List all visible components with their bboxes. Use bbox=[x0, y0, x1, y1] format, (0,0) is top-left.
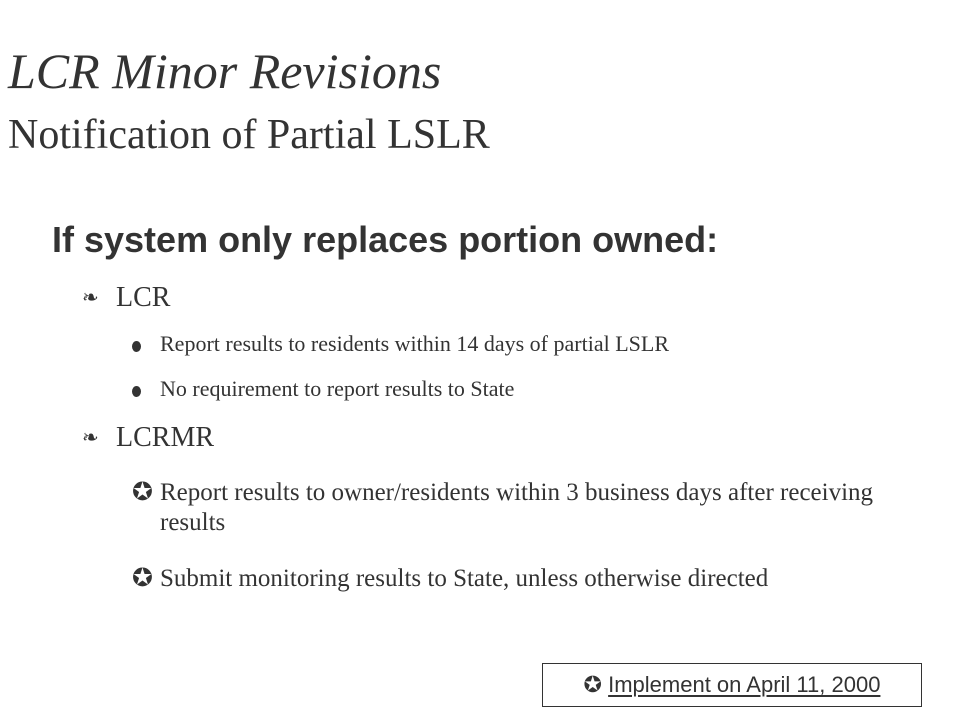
sub-bullet-text: Report results to owner/residents within 3 business days after receiving results bbox=[160, 479, 874, 536]
fleuron-bullet-icon: ❧ bbox=[82, 287, 99, 309]
dot-bullet-icon bbox=[132, 341, 141, 352]
sub-bullet-text: No requirement to report results to State bbox=[160, 376, 515, 401]
implementation-date-callout bbox=[542, 663, 922, 707]
bullet-lcr bbox=[82, 284, 170, 312]
slide-title: LCR Minor Revisions bbox=[8, 43, 442, 99]
sub-bullet-lcr-2 bbox=[132, 378, 514, 400]
bullet-lcrmr-label: LCRMR bbox=[116, 422, 215, 453]
star-bullet-icon: ✪ bbox=[132, 479, 153, 506]
slide-subtitle: Notification of Partial LSLR bbox=[8, 112, 490, 158]
section-heading: If system only replaces portion owned: bbox=[52, 219, 719, 260]
callout-text: Implement on April 11, 2000 bbox=[608, 672, 881, 697]
sub-bullet-lcr-1 bbox=[132, 333, 669, 355]
sub-bullet-text: Submit monitoring results to State, unless otherwise directed bbox=[160, 565, 769, 592]
sub-bullet-lcrmr-2 bbox=[132, 564, 920, 594]
bullet-lcrmr bbox=[82, 424, 214, 452]
star-bullet-icon: ✪ bbox=[583, 672, 602, 697]
fleuron-bullet-icon: ❧ bbox=[82, 427, 99, 449]
dot-bullet-icon bbox=[132, 386, 141, 397]
star-bullet-icon: ✪ bbox=[132, 565, 153, 592]
bullet-lcr-label: LCR bbox=[116, 282, 171, 313]
sub-bullet-text: Report results to residents within 14 days of partial LSLR bbox=[160, 331, 669, 356]
sub-bullet-lcrmr-1 bbox=[132, 478, 920, 538]
